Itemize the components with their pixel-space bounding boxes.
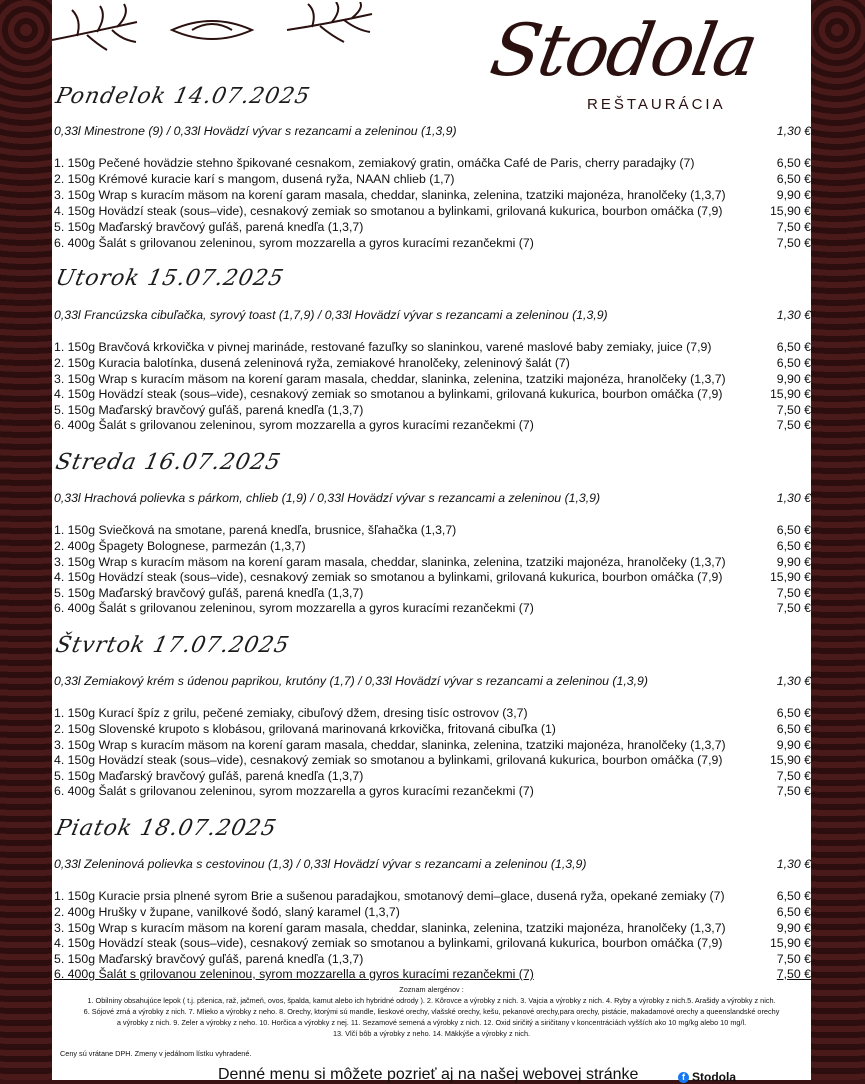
logo-wordmark: Stodola: [484, 8, 763, 92]
menu-item: 4. 150g Hovädzí steak (sous–vide), cesnakový zemiak so smotanou a bylinkami, grilovaná kukurica, bourbon omáčka (7,9) 15,90 €: [54, 387, 811, 401]
allergen-line: 6. Sójové zrná a výrobky z nich. 7. Mlieko a výrobky z neho. 8. Orechy, ktorými sú mandle, lieskové orechy, vlašské orechy, kešu, pekanové orechy,para orechy, pistácie, makadamové orechy a queenslandské orechy: [83, 1007, 780, 1016]
day-title: Piatok 18.07.2025: [53, 816, 279, 841]
menu-item: 6. 400g Šalát s grilovanou zeleninou, syrom mozzarella a gyros kuracími rezančekmi (7) 7,50 €: [54, 784, 811, 798]
menu-item: 6. 400g Šalát s grilovanou zeleninou, syrom mozzarella a gyros kuracími rezančekmi (7) 7,50 €: [54, 967, 811, 981]
menu-item: 5. 150g Maďarský bravčový guľáš, parená knedľa (1,3,7) 7,50 €: [54, 586, 811, 600]
day-title: Štvrtok 17.07.2025: [53, 633, 292, 658]
soup-line: 0,33l Hrachová polievka s párkom, chlieb (1,9) / 0,33l Hovädzí vývar s rezancami a zeleninou (1,3,9) 1,30 €: [54, 491, 811, 505]
day-title: Streda 16.07.2025: [53, 450, 284, 475]
left-decorative-border: [0, 0, 52, 1080]
price-note: Ceny sú vrátane DPH. Zmeny v jedálnom lístku vyhradené.: [60, 1049, 252, 1058]
logo-subtitle: REŠTAURÁCIA: [587, 96, 726, 113]
menu-item: 6. 400g Šalát s grilovanou zeleninou, syrom mozzarella a gyros kuracími rezančekmi (7) 7,50 €: [54, 236, 811, 250]
allergen-line: 13. Vlčí bôb a výrobky z neho. 14. Mäkkýše a výrobky z nich.: [332, 1029, 531, 1038]
menu-item: 1. 150g Sviečková na smotane, parená knedľa, brusnice, šľahačka (1,3,7) 6,50 €: [54, 523, 811, 537]
facebook-link[interactable]: f Stodola: [678, 1070, 736, 1084]
menu-item: 2. 150g Krémové kuracie karí s mangom, dusená ryža, NAAN chlieb (1,7) 6,50 €: [54, 172, 811, 186]
menu-item: 1. 150g Bravčová krkovička v pivnej marináde, restované fazuľky so slaninkou, varené maslové baby zemiaky, juice (7,9) 6,50 €: [54, 340, 811, 354]
menu-item: 5. 150g Maďarský bravčový guľáš, parená knedľa (1,3,7) 7,50 €: [54, 952, 811, 966]
menu-item: 3. 150g Wrap s kuracím mäsom na korení garam masala, cheddar, slaninka, zelenina, tzatziki majonéza, hranolčeky (1,3,7) 9,90 €: [54, 738, 811, 752]
menu-item: 1. 150g Kurací špíz z grilu, pečené zemiaky, cibuľový džem, dresing tisíc ostrovov (3,7) 6,50 €: [54, 706, 811, 720]
menu-item: 3. 150g Wrap s kuracím mäsom na korení garam masala, cheddar, slaninka, zelenina, tzatziki majonéza, hranolčeky (1,3,7) 9,90 €: [54, 372, 811, 386]
menu-item: 5. 150g Maďarský bravčový guľáš, parená knedľa (1,3,7) 7,50 €: [54, 403, 811, 417]
menu-item: 4. 150g Hovädzí steak (sous–vide), cesnakový zemiak so smotanou a bylinkami, grilovaná kukurica, bourbon omáčka (7,9) 15,90 €: [54, 936, 811, 950]
menu-page: [52, 0, 811, 1084]
soup-line: 0,33l Zemiakový krém s údenou paprikou, krutóny (1,7) / 0,33l Hovädzí vývar s rezancami a zeleninou (1,3,9) 1,30 €: [54, 674, 811, 688]
menu-item: 1. 150g Pečené hovädzie stehno špikované cesnakom, zemiakový gratin, omáčka Café de Paris, cherry paradajky (7) 6,50 €: [54, 156, 811, 170]
menu-item: 3. 150g Wrap s kuracím mäsom na korení garam masala, cheddar, slaninka, zelenina, tzatziki majonéza, hranolčeky (1,3,7) 9,90 €: [54, 555, 811, 569]
menu-item: 3. 150g Wrap s kuracím mäsom na korení garam masala, cheddar, slaninka, zelenina, tzatziki majonéza, hranolčeky (1,3,7) 9,90 €: [54, 921, 811, 935]
soup-line: 0,33l Francúzska cibuľačka, syrový toast (1,7,9) / 0,33l Hovädzí vývar s rezancami a zeleninou (1,3,9) 1,30 €: [54, 308, 811, 322]
menu-item: 6. 400g Šalát s grilovanou zeleninou, syrom mozzarella a gyros kuracími rezančekmi (7) 7,50 €: [54, 418, 811, 432]
menu-item: 6. 400g Šalát s grilovanou zeleninou, syrom mozzarella a gyros kuracími rezančekmi (7) 7,50 €: [54, 601, 811, 615]
menu-item: 4. 150g Hovädzí steak (sous–vide), cesnakový zemiak so smotanou a bylinkami, grilovaná kukurica, bourbon omáčka (7,9) 15,90 €: [54, 753, 811, 767]
menu-item: 2. 400g Špagety Bolognese, parmezán (1,3,7) 6,50 €: [54, 539, 811, 553]
allergen-list: [52, 984, 811, 1039]
soup-line: 0,33l Minestrone (9) / 0,33l Hovädzí vývar s rezancami a zeleninou (1,3,9) 1,30 €: [54, 124, 811, 138]
day-title: Pondelok 14.07.2025: [53, 84, 313, 109]
leaf-ornament-icon: [52, 2, 382, 62]
menu-item: 3. 150g Wrap s kuracím mäsom na korení garam masala, cheddar, slaninka, zelenina, tzatziki majonéza, hranolčeky (1,3,7) 9,90 €: [54, 188, 811, 202]
menu-item: 4. 150g Hovädzí steak (sous–vide), cesnakový zemiak so smotanou a bylinkami, grilovaná kukurica, bourbon omáčka (7,9) 15,90 €: [54, 204, 811, 218]
menu-item: 5. 150g Maďarský bravčový guľáš, parená knedľa (1,3,7) 7,50 €: [54, 220, 811, 234]
website-footer: Denné menu si môžete pozrieť aj na našej webovej stránke: [218, 1066, 639, 1083]
allergen-title: Zoznam alergénov :: [399, 985, 464, 994]
facebook-icon: f: [678, 1072, 689, 1083]
allergen-line: 1. Obilniny obsahujúce lepok ( t.j. pšenica, raž, jačmeň, ovos, špalda, kamut alebo ich hybridné odrody ). 2. Kôrovce a výrobky z nich. 3. Vajcia a výrobky z nich. 4. Ryby a výrobky z nich.5. Arašidy a výrobky z nich.: [87, 996, 776, 1005]
menu-item: 5. 150g Maďarský bravčový guľáš, parená knedľa (1,3,7) 7,50 €: [54, 769, 811, 783]
allergen-line: a výrobky z nich. 9. Zeler a výrobky z neho. 10. Horčica a výrobky z nej. 11. Sezamové semená a výrobky z nich. 12. Oxid siričitý a siričitany v koncentráciách vyšších ako 10 mg/kg alebo 10 mg/l.: [116, 1018, 747, 1027]
day-title: Utorok 15.07.2025: [53, 266, 287, 291]
right-decorative-border: [811, 0, 865, 1080]
menu-item: 4. 150g Hovädzí steak (sous–vide), cesnakový zemiak so smotanou a bylinkami, grilovaná kukurica, bourbon omáčka (7,9) 15,90 €: [54, 570, 811, 584]
menu-item: 2. 150g Slovenské krupoto s klobásou, grilovaná marinovaná krkovička, fritovaná cibuľka (1) 6,50 €: [54, 722, 811, 736]
soup-line: 0,33l Zeleninová polievka s cestovinou (1,3) / 0,33l Hovädzí vývar s rezancami a zeleninou (1,3,9) 1,30 €: [54, 857, 811, 871]
restaurant-logo: [484, 8, 792, 118]
menu-item: 2. 400g Hrušky v župane, vanilkové šodó, slaný karamel (1,3,7) 6,50 €: [54, 905, 811, 919]
menu-item: 1. 150g Kuracie prsia plnené syrom Brie a sušenou paradajkou, smotanový demi–glace, dusená ryža, opekané zemiaky (7) 6,50 €: [54, 889, 811, 903]
menu-item: 2. 150g Kuracia balotínka, dusená zeleninová ryža, zemiakové hranolčeky, zeleninový šalát (7) 6,50 €: [54, 356, 811, 370]
